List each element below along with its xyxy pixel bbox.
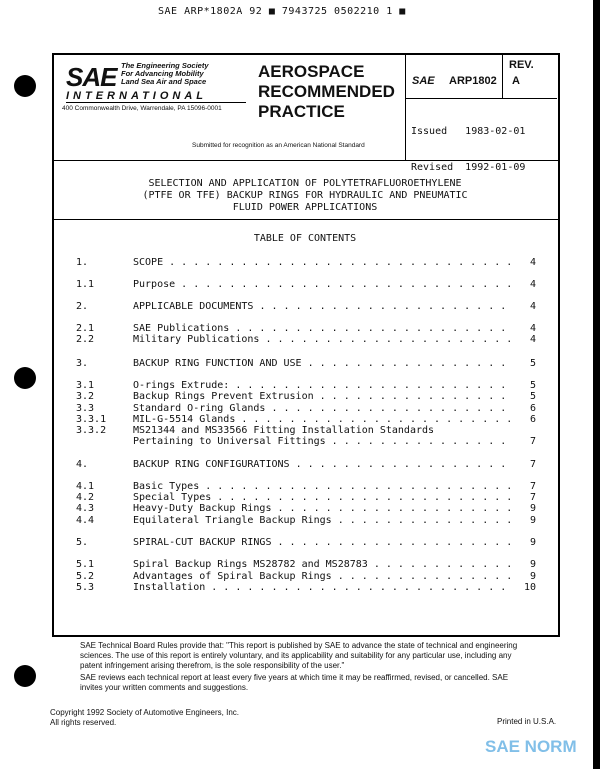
title-line: (PTFE OR TFE) BACKUP RINGS FOR HYDRAULIC AND PNEUMATIC	[142, 190, 468, 201]
divider	[405, 98, 557, 99]
revised-date: Revised 1992-01-09	[411, 162, 526, 173]
toc-title: Purpose . . .	[133, 279, 514, 291]
international-text: INTERNATIONAL	[66, 90, 246, 103]
toc-number: 5.3	[76, 582, 95, 593]
doc-type	[258, 62, 395, 122]
toc-title: Advantages of Spiral Backup Rings . . .	[133, 571, 514, 583]
toc-title: Special Types . . .	[133, 492, 514, 504]
toc-number: 4.2	[76, 492, 95, 503]
toc-title: Installation . . .	[133, 582, 514, 594]
toc-title: Standard O-ring Glands . . .	[133, 403, 514, 415]
toc-title: APPLICABLE DOCUMENTS . . .	[133, 301, 514, 313]
toc-page: 9	[514, 515, 536, 527]
toc-page: 5	[514, 380, 536, 392]
toc-number: 3.	[76, 358, 89, 369]
punch-hole	[14, 75, 36, 97]
toc-page: 4	[514, 334, 536, 346]
tagline-line: The Engineering Society	[121, 61, 209, 70]
doc-type-line: RECOMMENDED	[258, 82, 395, 101]
toc-title: Backup Rings Prevent Extrusion . . .	[133, 391, 514, 403]
toc-page: 9	[514, 537, 536, 549]
toc-entry[interactable]	[76, 459, 536, 471]
sae-logo: SAE	[66, 62, 117, 92]
toc-page: 7	[514, 436, 536, 448]
rev-value: A	[512, 75, 520, 87]
toc-number: 4.4	[76, 515, 95, 526]
toc-page: 4	[514, 279, 536, 291]
toc-number: 4.	[76, 459, 89, 470]
toc-number: 2.1	[76, 323, 95, 334]
copyright: Copyright 1992 Society of Automotive Engineers, Inc.	[50, 708, 239, 717]
toc-entry[interactable]	[76, 279, 536, 291]
toc-number: 3.3.1	[76, 414, 107, 425]
toc-page: 5	[514, 391, 536, 403]
toc-title: O-rings Extrude: . . .	[133, 380, 514, 392]
scan-edge	[593, 0, 600, 769]
toc-entry[interactable]	[76, 358, 536, 370]
toc-number: 2.	[76, 301, 89, 312]
toc-page: 6	[514, 403, 536, 415]
rights: All rights reserved.	[50, 718, 117, 727]
toc-page: 7	[514, 481, 536, 493]
toc-title: Pertaining to Universal Fittings . . .	[133, 436, 514, 448]
toc-entry[interactable]	[76, 559, 536, 571]
doc-number: ARP1802	[449, 75, 497, 87]
toc-entry[interactable]	[76, 257, 536, 269]
divider	[502, 53, 503, 98]
toc-title: SPIRAL-CUT BACKUP RINGS . . .	[133, 537, 514, 549]
toc-title: Basic Types . . .	[133, 481, 514, 493]
punch-hole	[14, 367, 36, 389]
toc-entry[interactable]	[76, 301, 536, 313]
toc-page: 10	[514, 582, 536, 594]
toc-number: 3.3.2	[76, 425, 107, 436]
toc-title: BACKUP RING CONFIGURATIONS . . .	[133, 459, 514, 471]
toc-title: MIL-G-5514 Glands . . .	[133, 414, 514, 426]
toc-entry[interactable]	[76, 334, 536, 346]
toc-title: Spiral Backup Rings MS28782 and MS28783 . . .	[133, 559, 514, 571]
printed-in: Printed in U.S.A.	[497, 717, 557, 726]
doc-type-line: AEROSPACE	[258, 62, 365, 81]
doc-type-line: PRACTICE	[258, 102, 345, 121]
toc-title: Heavy-Duty Backup Rings . . .	[133, 503, 514, 515]
tagline-line: Land Sea Air and Space	[121, 77, 207, 86]
address: 400 Commonwealth Drive, Warrendale, PA 15096-0001	[62, 105, 222, 112]
toc-entry[interactable]	[76, 391, 536, 403]
review-note: SAE reviews each technical report at least every five years at which time it may be reaffirmed, revised, or cancelled. SAE invites your written comments and suggestions.	[80, 673, 509, 692]
toc-entry[interactable]	[76, 582, 536, 594]
toc-title: SAE Publications . . .	[133, 323, 514, 335]
toc-heading: TABLE OF CONTENTS	[253, 233, 357, 244]
toc-number: 3.1	[76, 380, 95, 391]
scan-header: SAE ARP*1802A 92 ■ 7943725 0502210 1 ■	[158, 6, 406, 17]
issued-date: Issued 1983-02-01	[411, 126, 526, 137]
toc-entry[interactable]	[76, 515, 536, 527]
tagline-line: For Advancing Mobility	[121, 69, 204, 78]
toc-number: 1.	[76, 257, 89, 268]
toc-entry[interactable]	[76, 537, 536, 549]
toc-page: 4	[514, 257, 536, 269]
toc-number: 4.3	[76, 503, 95, 514]
toc-page: 7	[514, 459, 536, 471]
toc-number: 3.3	[76, 403, 95, 414]
toc-number: 1.1	[76, 279, 95, 290]
toc-number: 3.2	[76, 391, 95, 402]
toc-entry[interactable]	[76, 503, 536, 515]
toc-page: 9	[514, 571, 536, 583]
toc-number: 5.	[76, 537, 89, 548]
toc-number: 4.1	[76, 481, 95, 492]
toc-title: Equilateral Triangle Backup Rings . . .	[133, 515, 514, 527]
toc-number: 2.2	[76, 334, 95, 345]
toc-page: 9	[514, 559, 536, 571]
toc-page: 4	[514, 301, 536, 313]
title-line: SELECTION AND APPLICATION OF POLYTETRAFLUOROETHYLENE	[148, 178, 462, 189]
title-line: FLUID POWER APPLICATIONS	[232, 202, 378, 213]
toc-title: BACKUP RING FUNCTION AND USE . . .	[133, 358, 514, 370]
toc-page: 7	[514, 492, 536, 504]
divider	[405, 53, 406, 160]
toc-title: MS21344 and MS33566 Fitting Installation Standards	[133, 425, 435, 436]
watermark-logo: SAE NORM	[485, 737, 577, 756]
board-rules-note: SAE Technical Board Rules provide that: "This report is published by SAE to advance the state of technical and engineering sciences. The use of this report is entirely voluntary, and its applicability and suitability for any particular use, including any patent infringement arising therefrom, is the sole responsibility of the user."	[80, 641, 518, 670]
toc-title: Military Publications . . .	[133, 334, 514, 346]
toc-page: 9	[514, 503, 536, 515]
toc-number: 5.1	[76, 559, 95, 570]
rev-label: REV.	[509, 59, 534, 71]
toc-number	[76, 436, 133, 448]
toc-page: 6	[514, 414, 536, 426]
toc-entry[interactable]	[76, 436, 536, 448]
toc-page: 5	[514, 358, 536, 370]
sae-mark: SAE	[412, 75, 435, 87]
document-title	[52, 178, 558, 214]
submitted-note: Submitted for recognition as an American National Standard	[192, 142, 365, 149]
toc-number: 5.2	[76, 571, 95, 582]
toc-page: 4	[514, 323, 536, 335]
toc-title: SCOPE . . .	[133, 257, 514, 269]
punch-hole	[14, 665, 36, 687]
divider	[52, 219, 558, 220]
org-tagline	[121, 62, 209, 86]
